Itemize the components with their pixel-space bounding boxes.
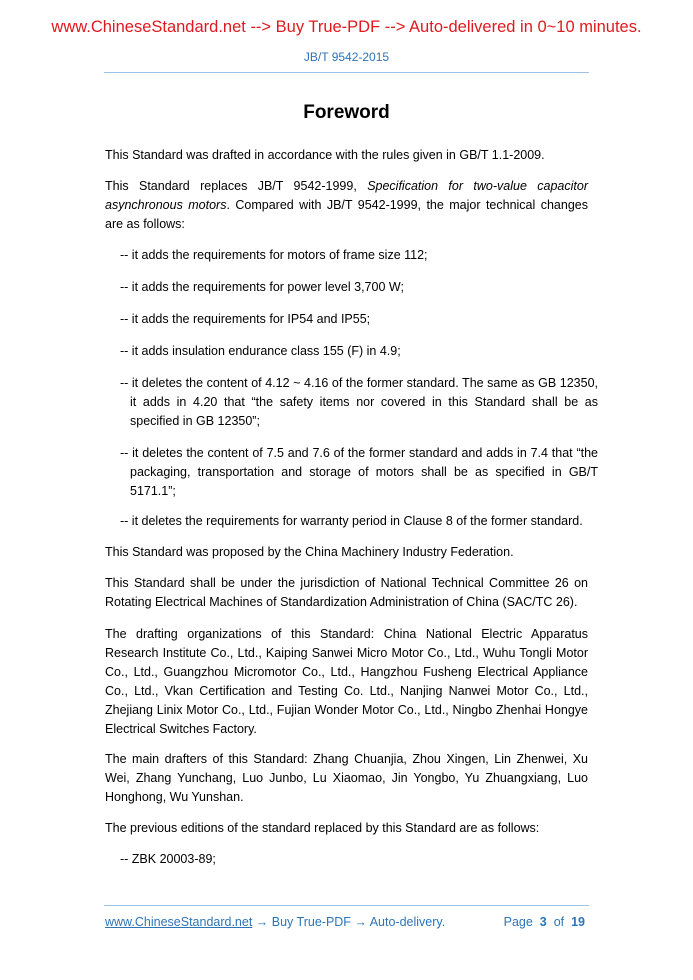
promo-banner: www.ChineseStandard.net --> Buy True-PDF --> Auto-delivered in 0~10 minutes. <box>51 18 642 36</box>
paragraph: This Standard shall be under the jurisdiction of National Technical Committee 26 on Rotating Electrical Machines of Standardization Administration of China (SAC/TC 26). <box>105 576 588 609</box>
paragraph <box>105 177 588 234</box>
list-item: -- it adds the requirements for motors of frame size 112; <box>120 248 428 262</box>
page-label: Page <box>503 915 533 929</box>
page-number: 3 <box>539 915 547 929</box>
list-item: -- it adds the requirements for power level 3,700 W; <box>120 280 404 294</box>
page-total: 19 <box>571 915 585 929</box>
list-item: -- it deletes the requirements for warranty period in Clause 8 of the former standard. <box>120 514 583 528</box>
footer <box>105 915 585 929</box>
paragraph: This Standard was drafted in accordance with the rules given in GB/T 1.1-2009. <box>105 148 545 162</box>
paragraph: The drafting organizations of this Standard: China National Electric Apparatus Research Institute Co., Ltd., Kaiping Sanwei Micro Motor Co., Ltd., Wuhu Tongli Motor Co., Ltd., Guangzhou Micromotor Co., Ltd., Hangzhou Fusheng Electrical Appliance Co., Ltd., Vkan Certification and Testing Co. Ltd., Nanjing Nanwei Motor Co., Ltd., Zhejiang Linix Motor Co., Ltd., Fujian Wonder Motor Co., Ltd., Ningbo Zhenhai Hongye Electrical Switches Factory. <box>105 627 588 736</box>
paragraph: The previous editions of the standard replaced by this Standard are as follows: <box>105 821 540 835</box>
list-item: -- ZBK 20003-89; <box>120 852 216 866</box>
text: . Compared with JB/T 9542-1999, the major technical changes are as follows: <box>105 198 588 231</box>
document-number: JB/T 9542-2015 <box>303 50 390 64</box>
footer-promo <box>105 915 445 929</box>
text: This Standard replaces JB/T 9542-1999, <box>105 179 368 193</box>
page-indicator <box>504 915 585 929</box>
page-title: Foreword <box>303 102 390 123</box>
website-link[interactable]: www.ChineseStandard.net <box>105 915 253 929</box>
of-label: of <box>553 915 565 929</box>
list-item: -- it adds the requirements for IP54 and IP55; <box>120 312 371 326</box>
footer-divider <box>104 905 589 906</box>
list-item: -- it deletes the content of 4.12 ~ 4.16 of the former standard. The same as GB 12350, it adds in 4.20 that “the safety items nor covered in this Standard shall be as specified in GB 12350”; <box>120 376 598 428</box>
header-divider <box>104 72 589 73</box>
paragraph: This Standard was proposed by the China Machinery Industry Federation. <box>105 545 514 559</box>
list-item: -- it adds insulation endurance class 155 (F) in 4.9; <box>120 344 401 358</box>
standard-title: Specification for two-value capacitor asynchronous motors <box>105 179 588 212</box>
paragraph: The main drafters of this Standard: Zhang Chuanjia, Zhou Xingen, Lin Zhenwei, Xu Wei, Zhang Yunchang, Luo Junbo, Lu Xiaomao, Jin Yongbo, Yu Zhuangxiang, Luo Honghong, Wu Yunshan. <box>105 752 588 804</box>
footer-text: → Buy True-PDF → Auto-delivery. <box>252 915 446 929</box>
list-item: -- it deletes the content of 7.5 and 7.6 of the former standard and adds in 7.4 that “the packaging, transportation and storage of motors shall be as specified in GB/T 5171.1”; <box>120 446 598 498</box>
